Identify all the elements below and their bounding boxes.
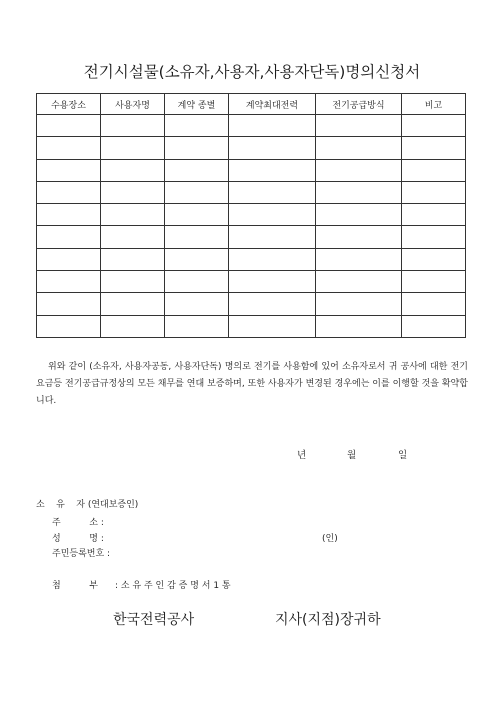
table-cell[interactable] xyxy=(101,226,165,248)
page-title: 전기시설물(소유자,사용자,사용자단독)명의신청서 xyxy=(83,63,421,81)
table-cell[interactable] xyxy=(101,204,165,226)
col-header-contract-type: 계약 종별 xyxy=(165,94,229,115)
table-cell[interactable] xyxy=(316,115,402,137)
table-cell[interactable] xyxy=(37,315,101,337)
table-cell[interactable] xyxy=(101,115,165,137)
table-cell[interactable] xyxy=(316,159,402,181)
table-cell[interactable] xyxy=(37,204,101,226)
table-header-row xyxy=(37,94,466,115)
table-row xyxy=(37,137,466,159)
table-cell[interactable] xyxy=(101,137,165,159)
table-cell[interactable] xyxy=(165,271,229,293)
name-label: 성 명 : xyxy=(52,534,104,544)
table-cell[interactable] xyxy=(402,159,466,181)
table-cell[interactable] xyxy=(316,204,402,226)
table-cell[interactable] xyxy=(165,293,229,315)
pledge-paragraph xyxy=(36,359,468,410)
col-header-supply-method: 전기공급방식 xyxy=(316,94,402,115)
table-cell[interactable] xyxy=(229,271,316,293)
table-cell[interactable] xyxy=(165,226,229,248)
table-cell[interactable] xyxy=(229,315,316,337)
address-label: 주 소 : xyxy=(52,518,104,528)
date-day-label: 일 xyxy=(398,450,408,461)
table-cell[interactable] xyxy=(316,271,402,293)
table-cell[interactable] xyxy=(229,159,316,181)
table-cell[interactable] xyxy=(37,115,101,137)
table-cell[interactable] xyxy=(101,315,165,337)
company-name: 한국전력공사 xyxy=(113,612,195,628)
table-row xyxy=(37,204,466,226)
table-cell[interactable] xyxy=(37,226,101,248)
col-header-remarks: 비고 xyxy=(402,94,466,115)
seal-mark: (인) xyxy=(322,534,338,544)
table-cell[interactable] xyxy=(316,181,402,203)
col-header-user-name: 사용자명 xyxy=(101,94,165,115)
owner-heading: 소 유 자 (연대보증인) xyxy=(36,500,139,510)
table-cell[interactable] xyxy=(37,159,101,181)
table-cell[interactable] xyxy=(402,315,466,337)
table-cell[interactable] xyxy=(316,293,402,315)
table-cell[interactable] xyxy=(37,181,101,203)
table-cell[interactable] xyxy=(316,315,402,337)
table-row xyxy=(37,115,466,137)
table-cell[interactable] xyxy=(101,159,165,181)
attachment-label: 첨 부 xyxy=(52,581,98,591)
branch-addressee: 지사(지점)장귀하 xyxy=(275,612,381,628)
date-month-label: 월 xyxy=(347,450,357,461)
table-cell[interactable] xyxy=(165,137,229,159)
table-cell[interactable] xyxy=(229,181,316,203)
table-cell[interactable] xyxy=(165,248,229,270)
table-cell[interactable] xyxy=(165,315,229,337)
table-row xyxy=(37,248,466,270)
table-row xyxy=(37,159,466,181)
table-cell[interactable] xyxy=(229,248,316,270)
table-body xyxy=(37,115,466,338)
attachment-value: : 소 유 주 인 감 증 명 서 1 통 xyxy=(115,581,231,591)
table-cell[interactable] xyxy=(316,226,402,248)
table-cell[interactable] xyxy=(402,271,466,293)
table-cell[interactable] xyxy=(101,271,165,293)
table-cell[interactable] xyxy=(316,137,402,159)
table-row xyxy=(37,181,466,203)
col-header-max-power: 계약최대전력 xyxy=(229,94,316,115)
table-cell[interactable] xyxy=(402,115,466,137)
table-cell[interactable] xyxy=(402,248,466,270)
table-cell[interactable] xyxy=(165,181,229,203)
table-cell[interactable] xyxy=(316,248,402,270)
table-cell[interactable] xyxy=(229,137,316,159)
table-cell[interactable] xyxy=(37,137,101,159)
table-cell[interactable] xyxy=(402,226,466,248)
table-cell[interactable] xyxy=(165,204,229,226)
table-row xyxy=(37,315,466,337)
table-cell[interactable] xyxy=(37,248,101,270)
table-cell[interactable] xyxy=(402,204,466,226)
pledge-text: 위와 같이 (소유자, 사용자공동, 사용자단독) 명의로 전기를 사용함에 있어 소유자로서 귀 공사에 대한 전기요금등 전기공급규정상의 모든 채무를 연대 보증하며, 또한 사용자가 변경된 경우에는 이를 이행할 것을 확약합니다. xyxy=(36,362,468,406)
col-header-location: 수용장소 xyxy=(37,94,101,115)
table-row xyxy=(37,226,466,248)
table-cell[interactable] xyxy=(37,293,101,315)
table-cell[interactable] xyxy=(101,181,165,203)
table-cell[interactable] xyxy=(165,159,229,181)
application-table xyxy=(36,93,466,338)
table-cell[interactable] xyxy=(101,293,165,315)
table-cell[interactable] xyxy=(229,293,316,315)
table-cell[interactable] xyxy=(165,115,229,137)
resident-id-label: 주민등록번호 : xyxy=(52,549,111,559)
table-cell[interactable] xyxy=(229,226,316,248)
table-row xyxy=(37,271,466,293)
table-cell[interactable] xyxy=(402,293,466,315)
table-row xyxy=(37,293,466,315)
date-year-label: 년 xyxy=(297,450,307,461)
table-cell[interactable] xyxy=(402,137,466,159)
table-cell[interactable] xyxy=(229,115,316,137)
table-cell[interactable] xyxy=(37,271,101,293)
table-cell[interactable] xyxy=(229,204,316,226)
table-cell[interactable] xyxy=(402,181,466,203)
table-cell[interactable] xyxy=(101,248,165,270)
